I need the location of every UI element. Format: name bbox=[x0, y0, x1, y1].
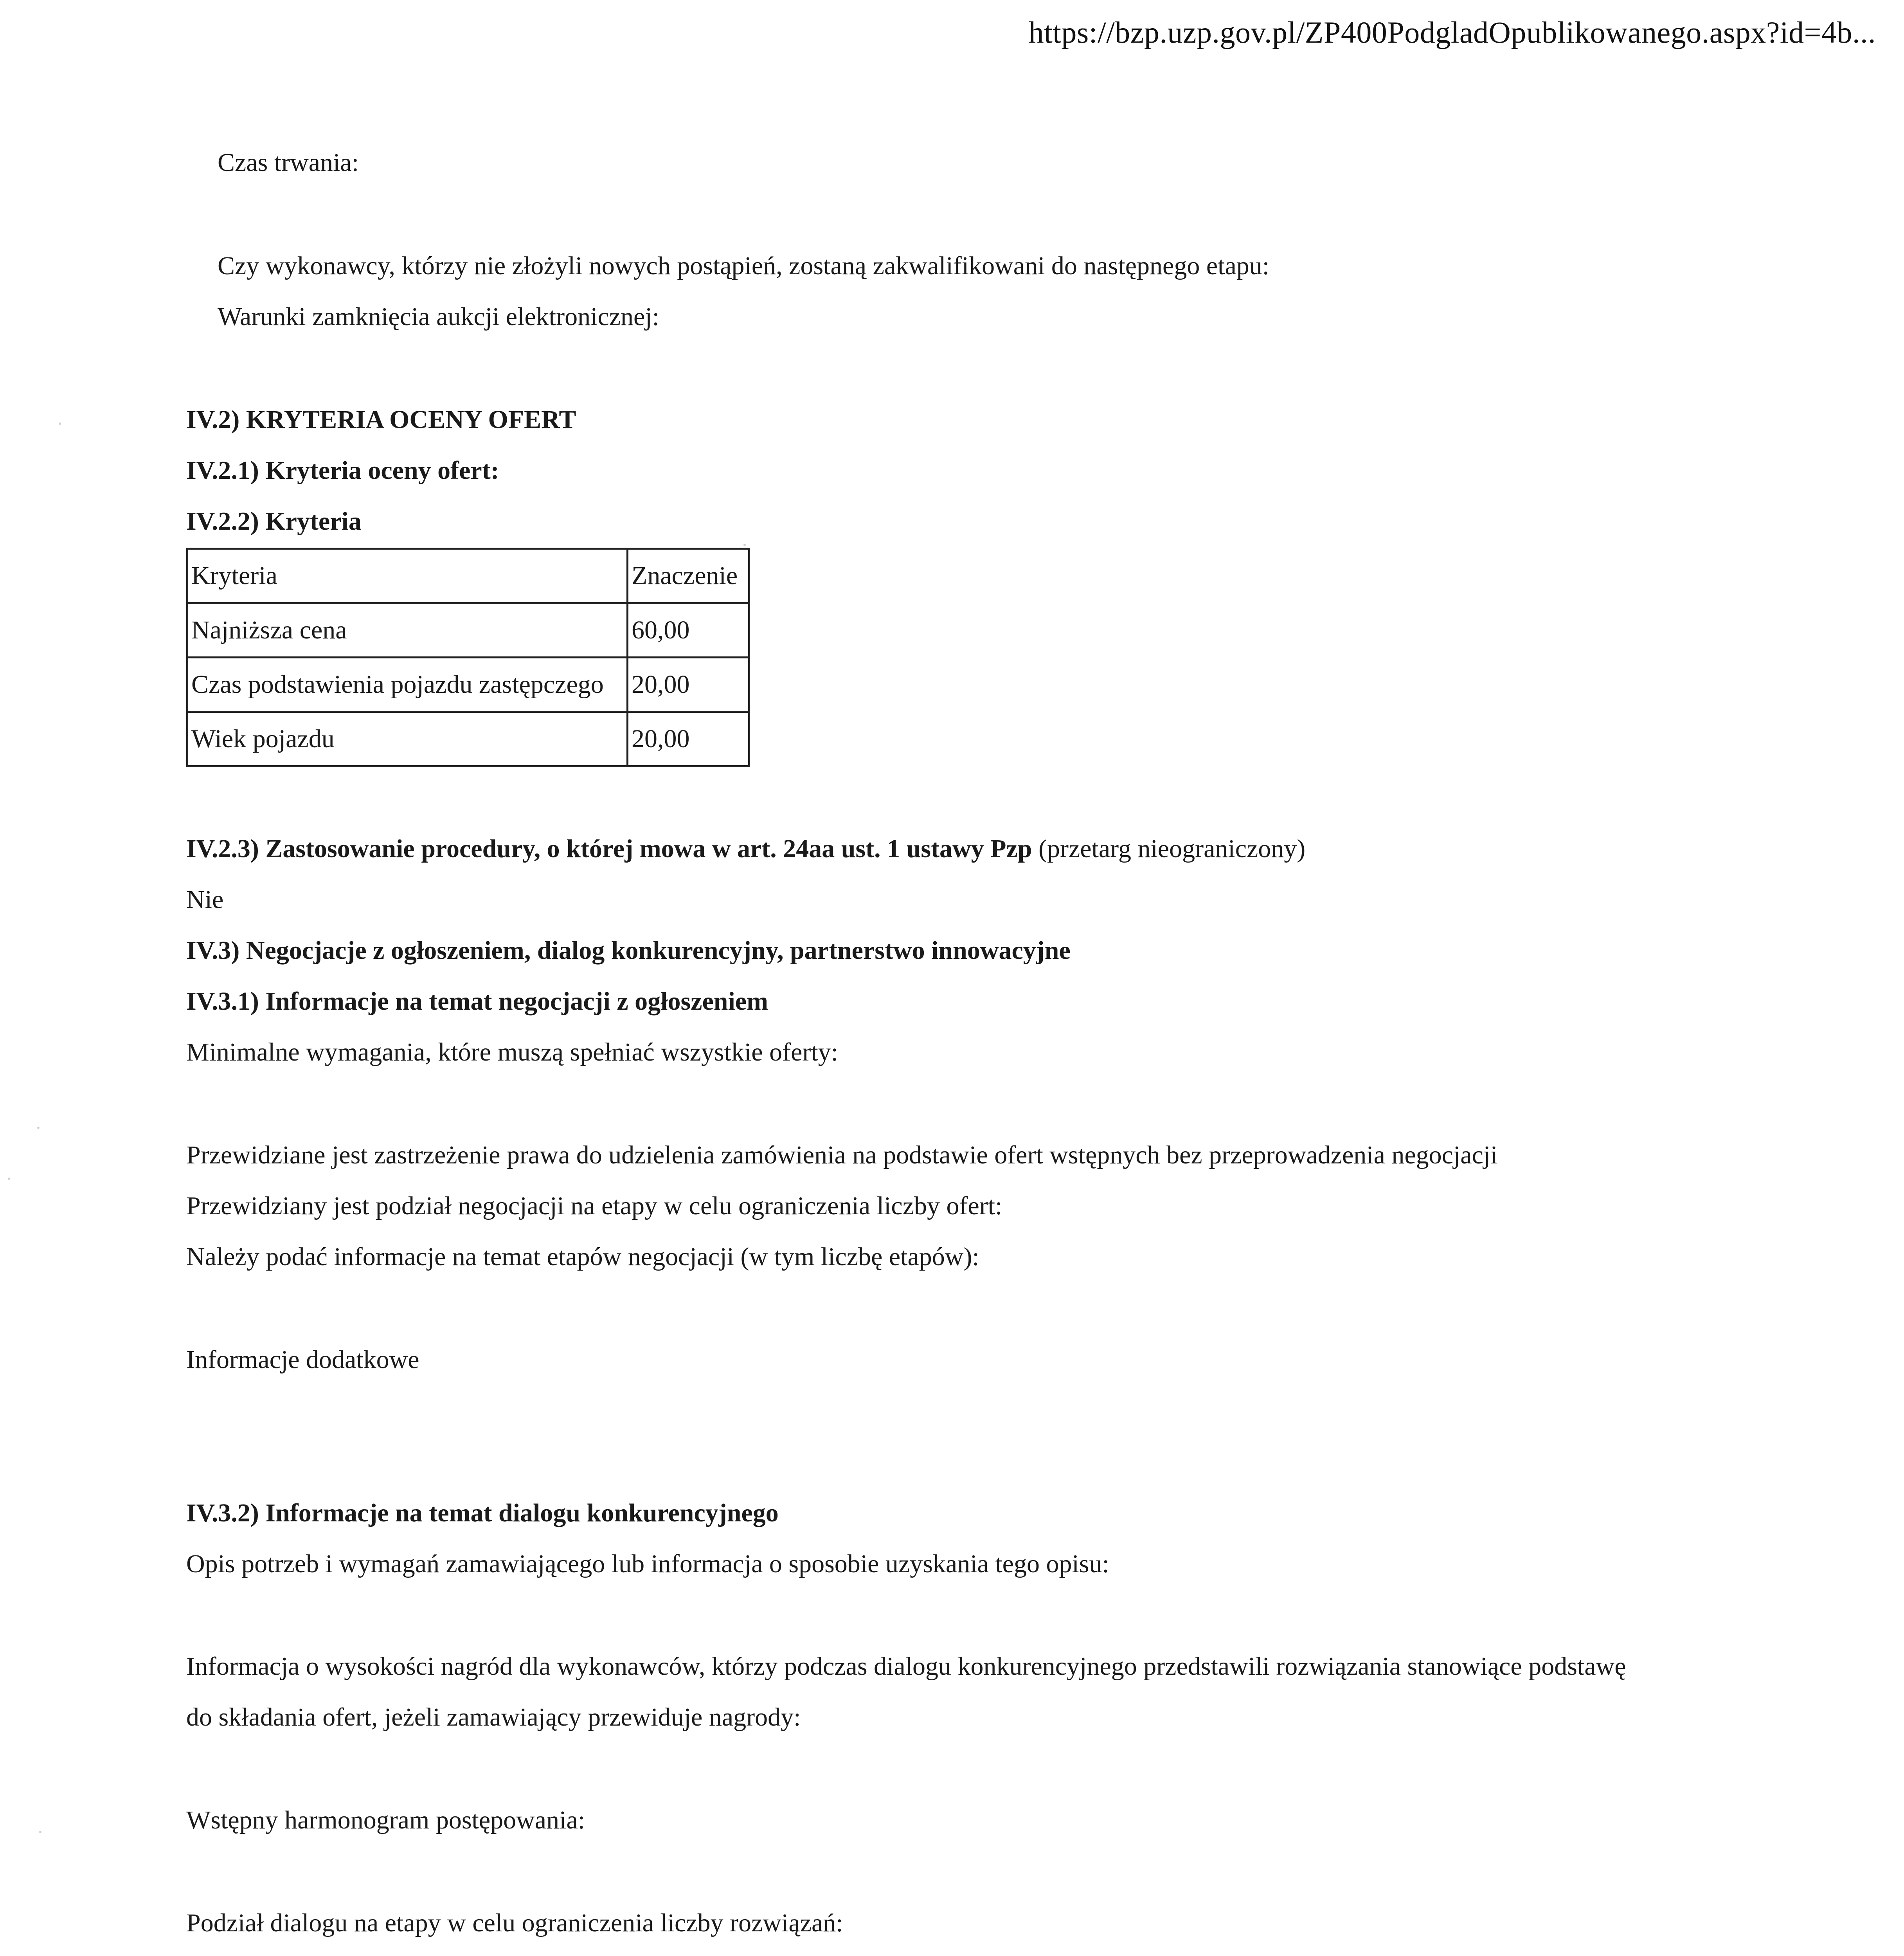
nagrody-line-1: Informacja o wysokości nagród dla wykonawców, którzy podczas dialogu konkurencyjnego przedstawili rozwiązania stanowiące podstawę bbox=[186, 1652, 1626, 1681]
warunki-zamkniecia-label: Warunki zamknięcia aukcji elektronicznej: bbox=[218, 302, 659, 331]
informacje-dodatkowe-label: Informacje dodatkowe bbox=[186, 1345, 419, 1374]
criteria-name: Wiek pojazdu bbox=[187, 712, 628, 766]
criteria-weight: 20,00 bbox=[628, 658, 749, 712]
scan-speck bbox=[37, 1127, 40, 1129]
nagrody-line-2: do składania ofert, jeżeli zamawiający przewiduje nagrody: bbox=[186, 1703, 801, 1731]
criteria-name: Czas podstawienia pojazdu zastępczego bbox=[187, 658, 628, 712]
section-iv3-heading: IV.3) Negocjacje z ogłoszeniem, dialog konkurencyjny, partnerstwo innowacyjne bbox=[186, 936, 1071, 965]
min-wymagania-label: Minimalne wymagania, które muszą spełniać wszystkie oferty: bbox=[186, 1038, 839, 1066]
section-iv23-answer: Nie bbox=[186, 885, 224, 914]
etapy-negocjacji-label: Należy podać informacje na temat etapów negocjacji (w tym liczbę etapów): bbox=[186, 1242, 979, 1271]
zastrzezenie-label: Przewidziane jest zastrzeżenie prawa do udzielenia zamówienia na podstawie ofert wstępnych bez przeprowadzenia negocjacji bbox=[186, 1141, 1498, 1169]
criteria-weight: 60,00 bbox=[628, 603, 749, 658]
harmonogram-label: Wstępny harmonogram postępowania: bbox=[186, 1806, 585, 1834]
scan-speck bbox=[59, 422, 61, 425]
czas-trwania-label: Czas trwania: bbox=[218, 148, 359, 177]
podzial-negocjacji-label: Przewidziany jest podział negocjacji na etapy w celu ograniczenia liczby ofert: bbox=[186, 1192, 1002, 1220]
criteria-row bbox=[187, 712, 749, 766]
section-iv21-heading: IV.2.1) Kryteria oceny ofert: bbox=[186, 456, 499, 485]
criteria-row bbox=[187, 658, 749, 712]
section-iv22-heading: IV.2.2) Kryteria bbox=[186, 507, 362, 536]
scan-speck bbox=[8, 1178, 10, 1180]
opis-potrzeb-label: Opis potrzeb i wymagań zamawiającego lub informacja o sposobie uzyskania tego opisu: bbox=[186, 1550, 1109, 1578]
section-iv23-heading-note: (przetarg nieograniczony) bbox=[1032, 834, 1306, 863]
criteria-header-name: Kryteria bbox=[187, 549, 628, 603]
criteria-name: Najniższa cena bbox=[187, 603, 628, 658]
podzial-dialogu-label: Podział dialogu na etapy w celu ograniczenia liczby rozwiązań: bbox=[186, 1909, 843, 1937]
section-iv31-heading: IV.3.1) Informacje na temat negocjacji z ogłoszeniem bbox=[186, 987, 768, 1016]
criteria-header-weight: Znaczenie bbox=[628, 549, 749, 603]
scan-speck bbox=[743, 544, 746, 546]
section-iv23-heading-bold: IV.2.3) Zastosowanie procedury, o której mowa w art. 24aa ust. 1 ustawy Pzp bbox=[186, 834, 1032, 863]
wykonawcy-question: Czy wykonawcy, którzy nie złożyli nowych postąpień, zostaną zakwalifikowani do następnego etapu: bbox=[218, 252, 1270, 280]
section-iv2-heading: IV.2) KRYTERIA OCENY OFERT bbox=[186, 405, 576, 434]
criteria-weight: 20,00 bbox=[628, 712, 749, 766]
section-iv23-heading bbox=[186, 834, 1305, 864]
criteria-table bbox=[186, 548, 750, 767]
criteria-header-row bbox=[187, 549, 749, 603]
criteria-row bbox=[187, 603, 749, 658]
scan-speck bbox=[39, 1831, 41, 1833]
section-iv32-heading: IV.3.2) Informacje na temat dialogu konkurencyjnego bbox=[186, 1499, 779, 1527]
page-url: https://bzp.uzp.gov.pl/ZP400PodgladOpublikowanego.aspx?id=4b... bbox=[1028, 15, 1876, 49]
